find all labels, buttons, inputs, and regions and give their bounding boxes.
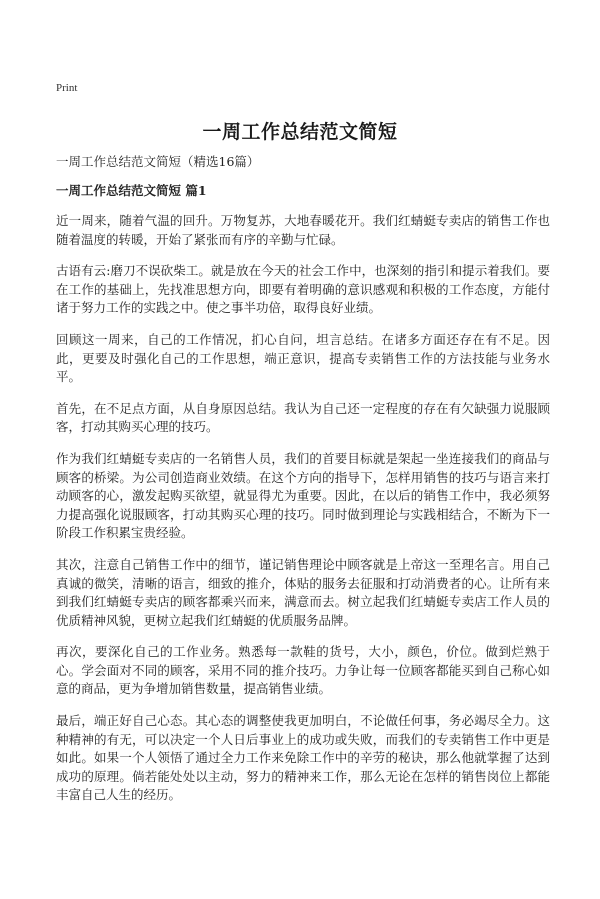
page-title: 一周工作总结范文简短 bbox=[202, 121, 398, 143]
document-subtitle: 一周工作总结范文简短（精选16篇） bbox=[56, 154, 260, 169]
paragraph-7: 再次，要深化自己的工作业务。熟悉每一款鞋的货号，大小，颜色，价位。做到烂熟于心。学会面对不同的顾客，采用不同的推介技巧。力争让每一位顾客都能买到自己称心如意的商品，更为争增加销售数量，提高销售业绩。 bbox=[56, 644, 550, 697]
paragraph-8: 最后，端正好自己心态。其心态的调整使我更加明白，不论做任何事，务必竭尽全力。这种精神的有无，可以决定一个人日后事业上的成功或失败，而我们的专卖销售工作中更是如此。如果一个人领悟了通过全力工作来免除工作中的辛劳的秘诀，那么他就掌握了达到成功的原理。倘若能处处以主动，努力的精神来工作，那么无论在怎样的销售岗位上都能丰富自己人生的经历。 bbox=[56, 713, 550, 803]
paragraph-4: 首先，在不足点方面，从自身原因总结。我认为自己还一定程度的存在有欠缺强力说服顾客，打动其购买心理的技巧。 bbox=[56, 400, 550, 435]
print-label: Print bbox=[56, 82, 78, 94]
paragraph-6: 其次，注意自己销售工作中的细节，谨记销售理论中顾客就是上帝这一至理名言。用自己真诚的微笑，清晰的语言，细致的推介，体贴的服务去征服和打动消费者的心。让所有来到我们红蜻蜓专卖店的顾客都乘兴而来，满意而去。树立起我们红蜻蜓专卖店工作人员的优质精神风貌，更树立起我们红蜻蜓的优质服务品牌。 bbox=[56, 556, 550, 628]
paragraph-2: 古语有云:磨刀不误砍柴工。就是放在今天的社会工作中，也深刻的指引和提示着我们。要在工作的基础上，先找准思想方向，即要有着明确的意识感观和积极的工作态度，方能付诸于努力工作的实践之中。使之事半功倍，取得良好业绩。 bbox=[56, 263, 550, 316]
document-body bbox=[56, 153, 550, 818]
paragraph-3: 回顾这一周来，自己的工作情况，扪心自问，坦言总结。在诸多方面还存在有不足。因此，更要及时强化自己的工作思想，端正意识，提高专卖销售工作的方法技能与业务水平。 bbox=[56, 331, 550, 385]
paragraph-1: 近一周来，随着气温的回升。万物复苏，大地春暖花开。我们红蜻蜓专卖店的销售工作也随着温度的转暖，开始了紧张而有序的辛勤与忙碌。 bbox=[56, 213, 550, 247]
paragraph-5: 作为我们红蜻蜓专卖店的一名销售人员，我们的首要目标就是架起一坐连接我们的商品与顾客的桥梁。为公司创造商业效绩。在这个方向的指导下，怎样用销售的技巧与语言来打动顾客的心，激发起购买欲望，就显得尤为重要。因此，在以后的销售工作中，我必须努力提高强化说服顾客，打动其购买心理的技巧。同时做到理论与实践相结合，不断为下一阶段工作积累宝贵经验。 bbox=[56, 450, 550, 541]
section-heading: 一周工作总结范文简短 篇1 bbox=[56, 183, 207, 198]
